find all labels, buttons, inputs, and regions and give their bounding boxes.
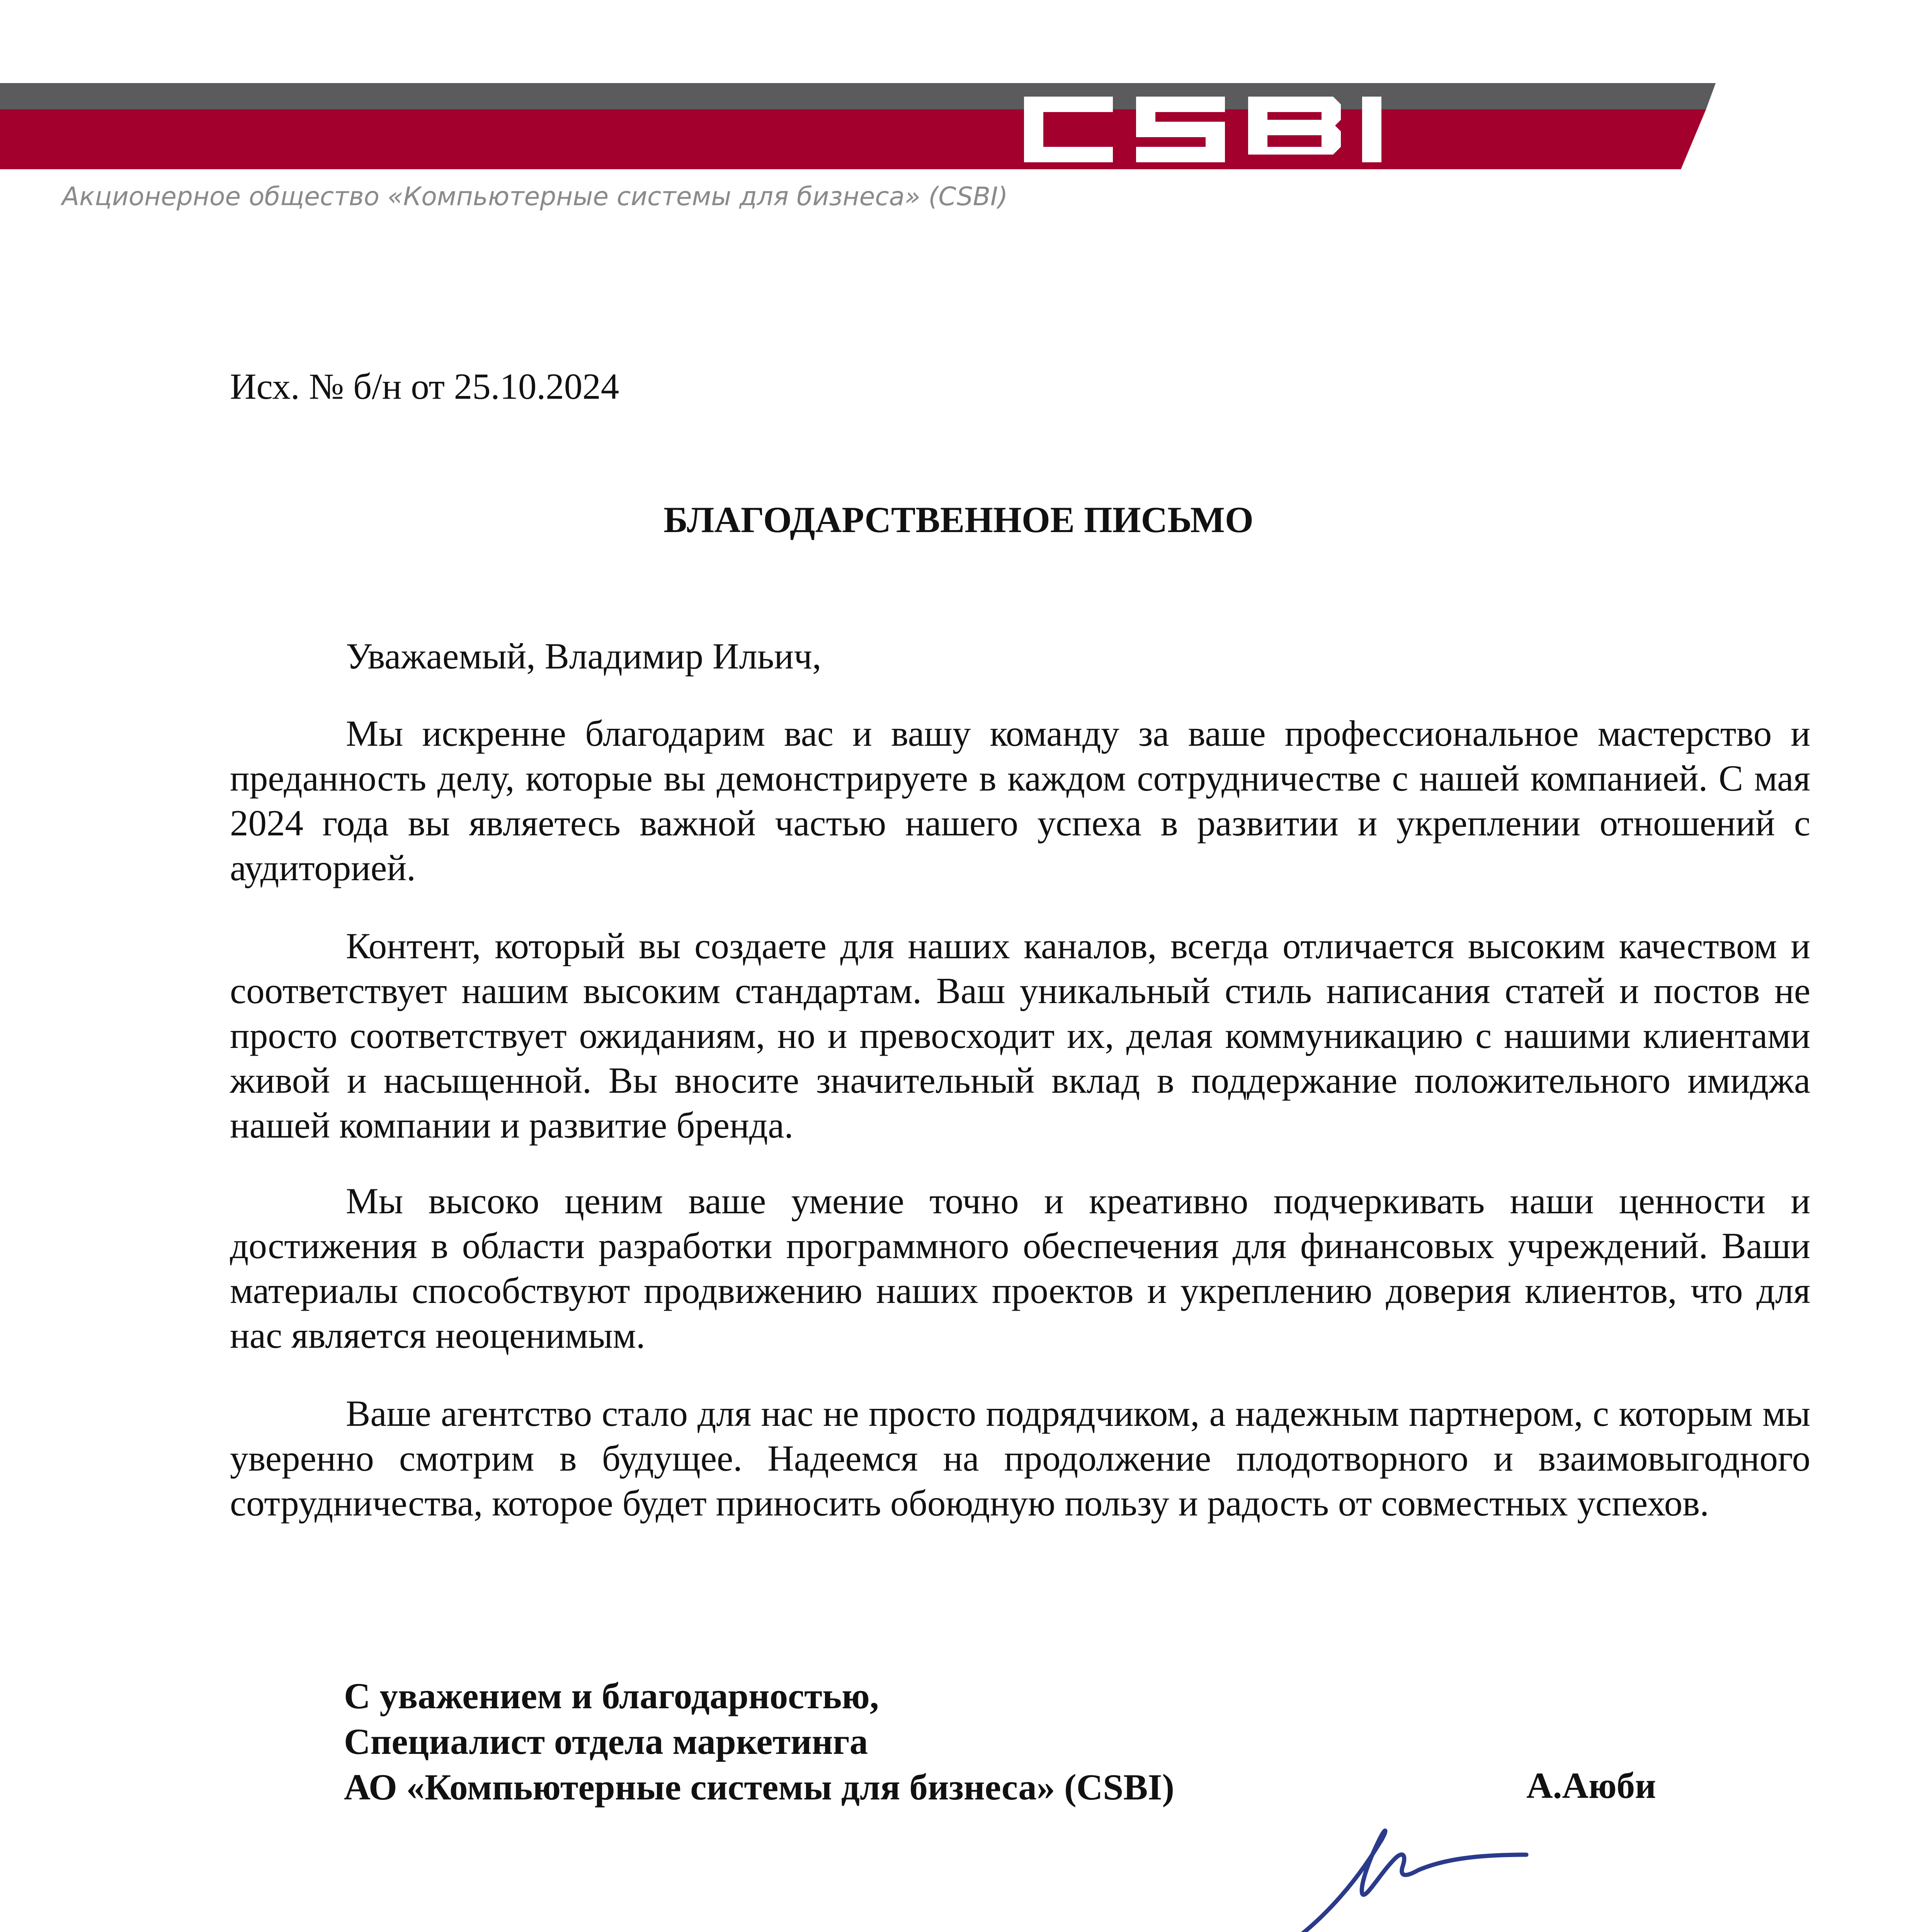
outgoing-reference: Исх. № б/н от 25.10.2024 [230,366,619,407]
letter-title: БЛАГОДАРСТВЕННОЕ ПИСЬМО [663,499,1254,540]
signer-name: А.Аюби [1526,1765,1656,1806]
csbi-logo [989,81,1716,174]
paragraph-4: Ваше агентство стало для нас не просто подрядчиком, а надежным партнером, с которым мы уверенно смотрим в будущее. Надеемся на продолжение плодотворного и взаимовыгодного сотрудничества, которое будет приносить обоюдную пользу и радость от совместных успехов. [230,1393,1810,1524]
organization-line: АО «Компьютерные системы для бизнеса» (CSBI) [344,1767,1175,1808]
paragraph-1: Мы искренне благодарим вас и вашу команду за ваше профессиональное мастерство и преданность делу, которые вы демонстрируете в каждом сотрудничестве с нашей компанией. С мая 2024 года вы являетесь важной частью нашего успеха в развитии и укреплении отношений с аудиторией. [230,713,1810,888]
company-tagline: Акционерное общество «Компьютерные системы для бизнеса» (CSBI) [62,182,1008,211]
greeting: Уважаемый, Владимир Ильич, [346,636,822,677]
header-band-gray [0,83,1036,109]
paragraph-3: Мы высоко ценим ваше умение точно и креативно подчеркивать наши ценности и достижения в области разработки программного обеспечения для финансовых учреждений. Ваши материалы способствуют продвижению наших проектов и укреплению доверия клиентов, что для нас является неоценимым. [230,1180,1810,1356]
signature-block [344,1673,1174,1810]
closing-line: С уважением и благодарностью, [344,1675,879,1716]
handwritten-signature [1264,1797,1542,1932]
paragraph-2: Контент, который вы создаете для наших каналов, всегда отличается высоким качеством и соответствует нашим высоким стандартам. Ваш уникальный стиль написания статей и постов не просто соответствует ожиданиям, но и превосходит их, делая коммуникацию с нашими клиентами живой и насыщенной. Вы вносите значительный вклад в поддержание положительного имиджа нашей компании и развитие бренда. [230,925,1810,1146]
header-band-red [0,109,1036,169]
position-line: Специалист отдела маркетинга [344,1721,868,1762]
